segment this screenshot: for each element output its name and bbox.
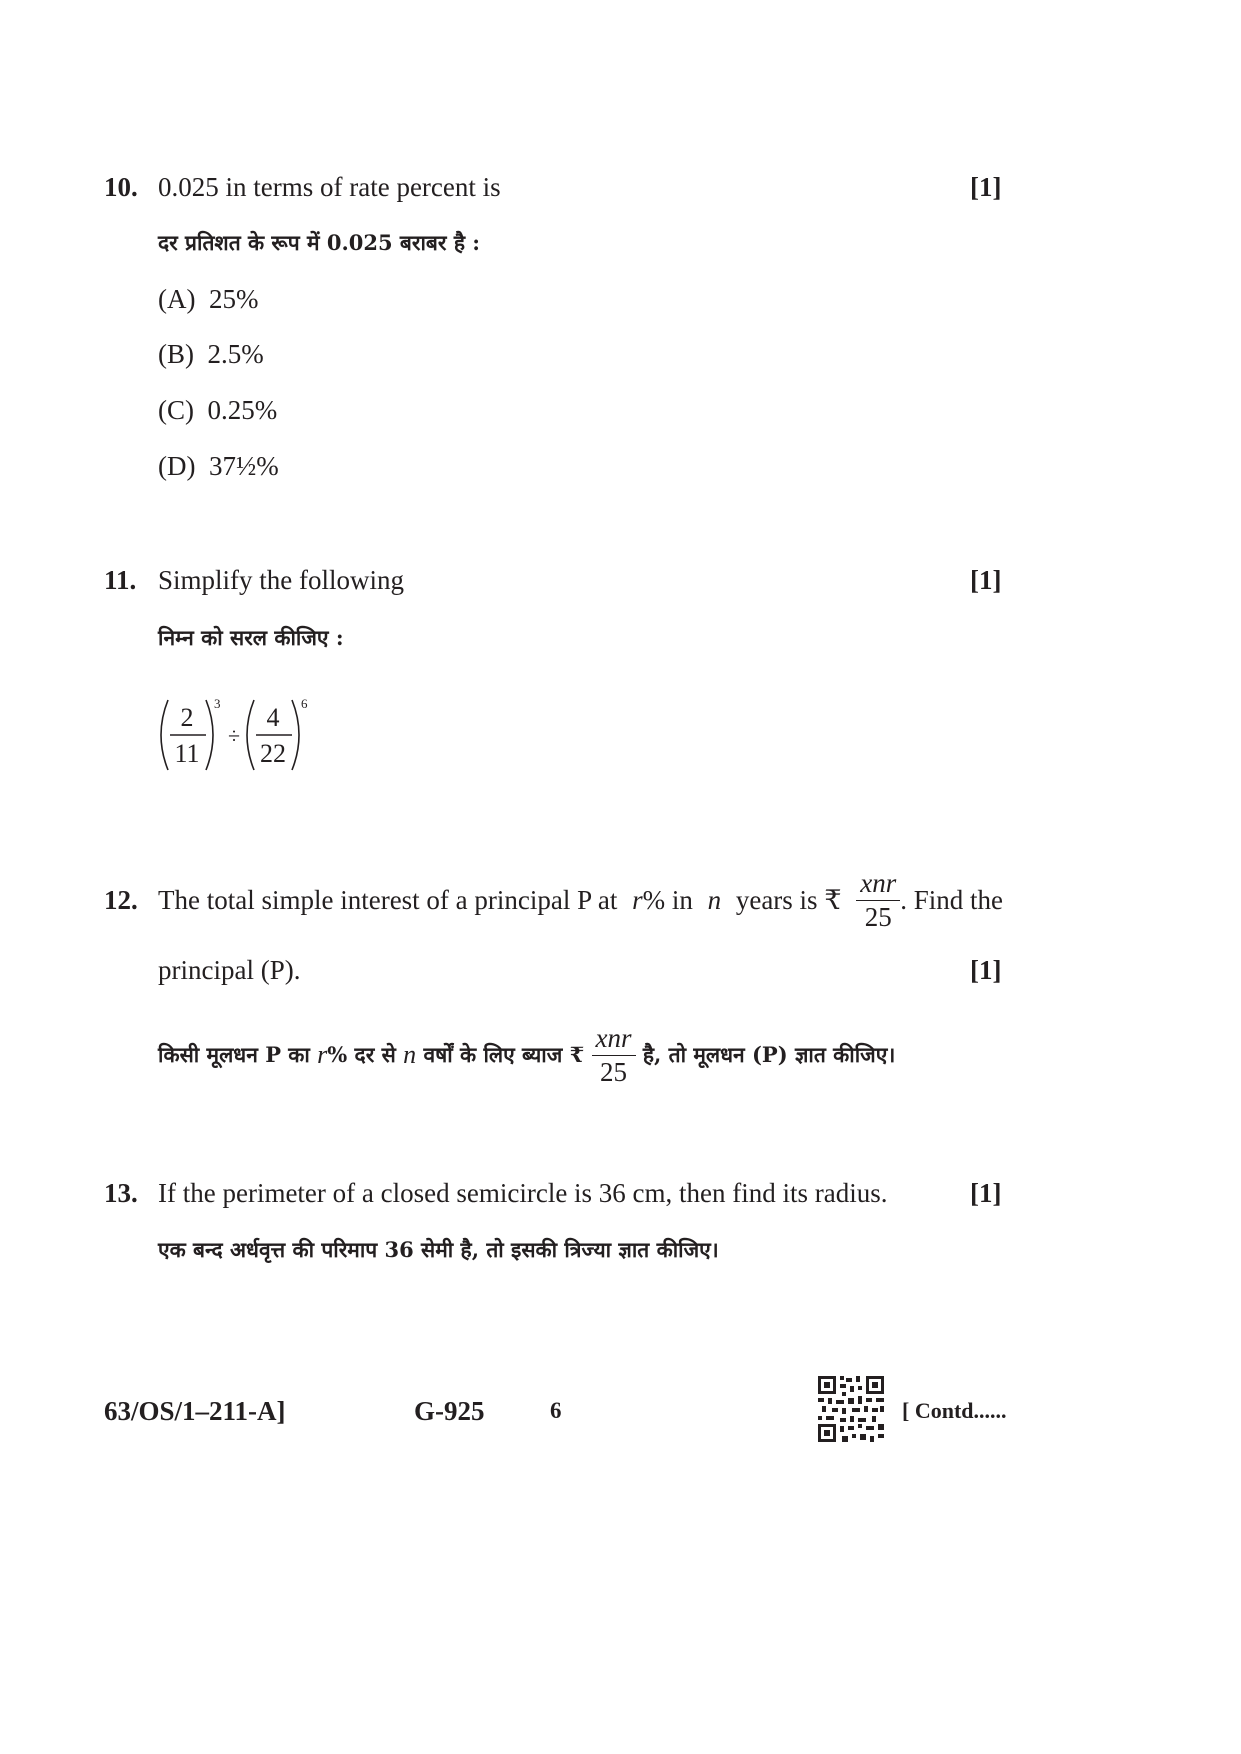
q10-option-d — [158, 451, 279, 482]
q12-var-n: n — [707, 884, 722, 915]
page-number: 6 — [550, 1398, 562, 1423]
q12-line1 — [158, 869, 1003, 931]
series-code: G-925 — [414, 1396, 485, 1426]
option-label: (A) — [158, 284, 196, 314]
q12-fraction — [856, 867, 900, 932]
q12-hindi-a: किसी मूलधन P का — [158, 1042, 310, 1067]
q12-hindi — [158, 1020, 895, 1090]
q10-hindi: दर प्रतिशत के रूप में 0.025 बराबर है : — [158, 230, 481, 255]
q10-option-b — [158, 339, 264, 370]
option-value: 37½% — [208, 451, 279, 481]
left-paren-2 — [247, 700, 254, 770]
paper-code: 63/OS/1–211-A] — [104, 1396, 286, 1426]
right-paren-1 — [206, 700, 213, 770]
f1-numerator: 2 — [180, 703, 194, 732]
q12-hindi-b: % दर से — [327, 1042, 396, 1067]
q12-hindi-frac-den: 25 — [600, 1056, 628, 1087]
right-paren-2 — [292, 700, 299, 770]
q12-hindi-r: r — [317, 1040, 328, 1069]
q10-option-a — [158, 284, 258, 315]
f1-exponent: 3 — [214, 696, 221, 711]
q13-hindi: एक बन्द अर्धवृत्त की परिमाप 36 सेमी है, तो इसकी त्रिज्या ज्ञात कीजिए। — [158, 1237, 719, 1262]
option-value: 25% — [208, 284, 259, 314]
q12-hindi-frac-num: xnr — [592, 1025, 636, 1056]
q11-expression — [150, 690, 330, 780]
q13-number: 13. — [104, 1178, 138, 1208]
q13-marks: [1] — [970, 1178, 1002, 1208]
q11-marks: [1] — [970, 565, 1002, 595]
left-paren-1 — [161, 700, 168, 770]
option-label: (B) — [158, 339, 194, 369]
q12-text-a: The total simple interest of a principal P at — [158, 884, 618, 915]
q12-hindi-fraction — [592, 1022, 636, 1087]
q12-years-is: years is ₹ — [735, 884, 842, 915]
q12-rate — [632, 885, 693, 916]
q12-frac-den: 25 — [864, 901, 892, 932]
q12-marks: [1] — [970, 955, 1002, 985]
q11-text: Simplify the following — [158, 565, 404, 595]
q10-option-c — [158, 395, 277, 426]
q12-fraction-group — [856, 867, 1003, 932]
divide-sign: ÷ — [227, 723, 241, 748]
q10-number: 10. — [104, 172, 138, 202]
q12-pct-in: % in — [642, 884, 693, 915]
f1-denominator: 11 — [174, 739, 200, 768]
q12-number: 12. — [104, 885, 138, 915]
q12-line2: principal (P). — [158, 955, 301, 985]
q12-var-r: r — [632, 884, 643, 915]
option-label: (D) — [158, 451, 196, 481]
f2-denominator: 22 — [260, 739, 286, 768]
q13-text: If the perimeter of a closed semicircle is 36 cm, then find its radius. — [158, 1178, 888, 1208]
q12-hindi-n: n — [403, 1040, 417, 1069]
f2-numerator: 4 — [266, 703, 280, 732]
q10-marks: [1] — [970, 172, 1002, 202]
q12-frac-num: xnr — [856, 870, 900, 901]
continued-label: [ Contd...... — [902, 1398, 1007, 1423]
option-value: 0.25% — [207, 395, 278, 425]
q12-hindi-c: वर्षों के लिए ब्याज ₹ — [423, 1042, 585, 1067]
q12-find-the: . Find the — [900, 884, 1003, 915]
qr-code-icon — [818, 1376, 884, 1442]
q11-hindi: निम्न को सरल कीजिए : — [158, 625, 344, 650]
option-label: (C) — [158, 395, 194, 425]
q11-number: 11. — [104, 565, 137, 595]
option-value: 2.5% — [207, 339, 264, 369]
f2-exponent: 6 — [301, 696, 308, 711]
q12-hindi-d: है, तो मूलधन (P) ज्ञात कीजिए। — [642, 1042, 896, 1067]
q10-text: 0.025 in terms of rate percent is — [158, 172, 501, 202]
